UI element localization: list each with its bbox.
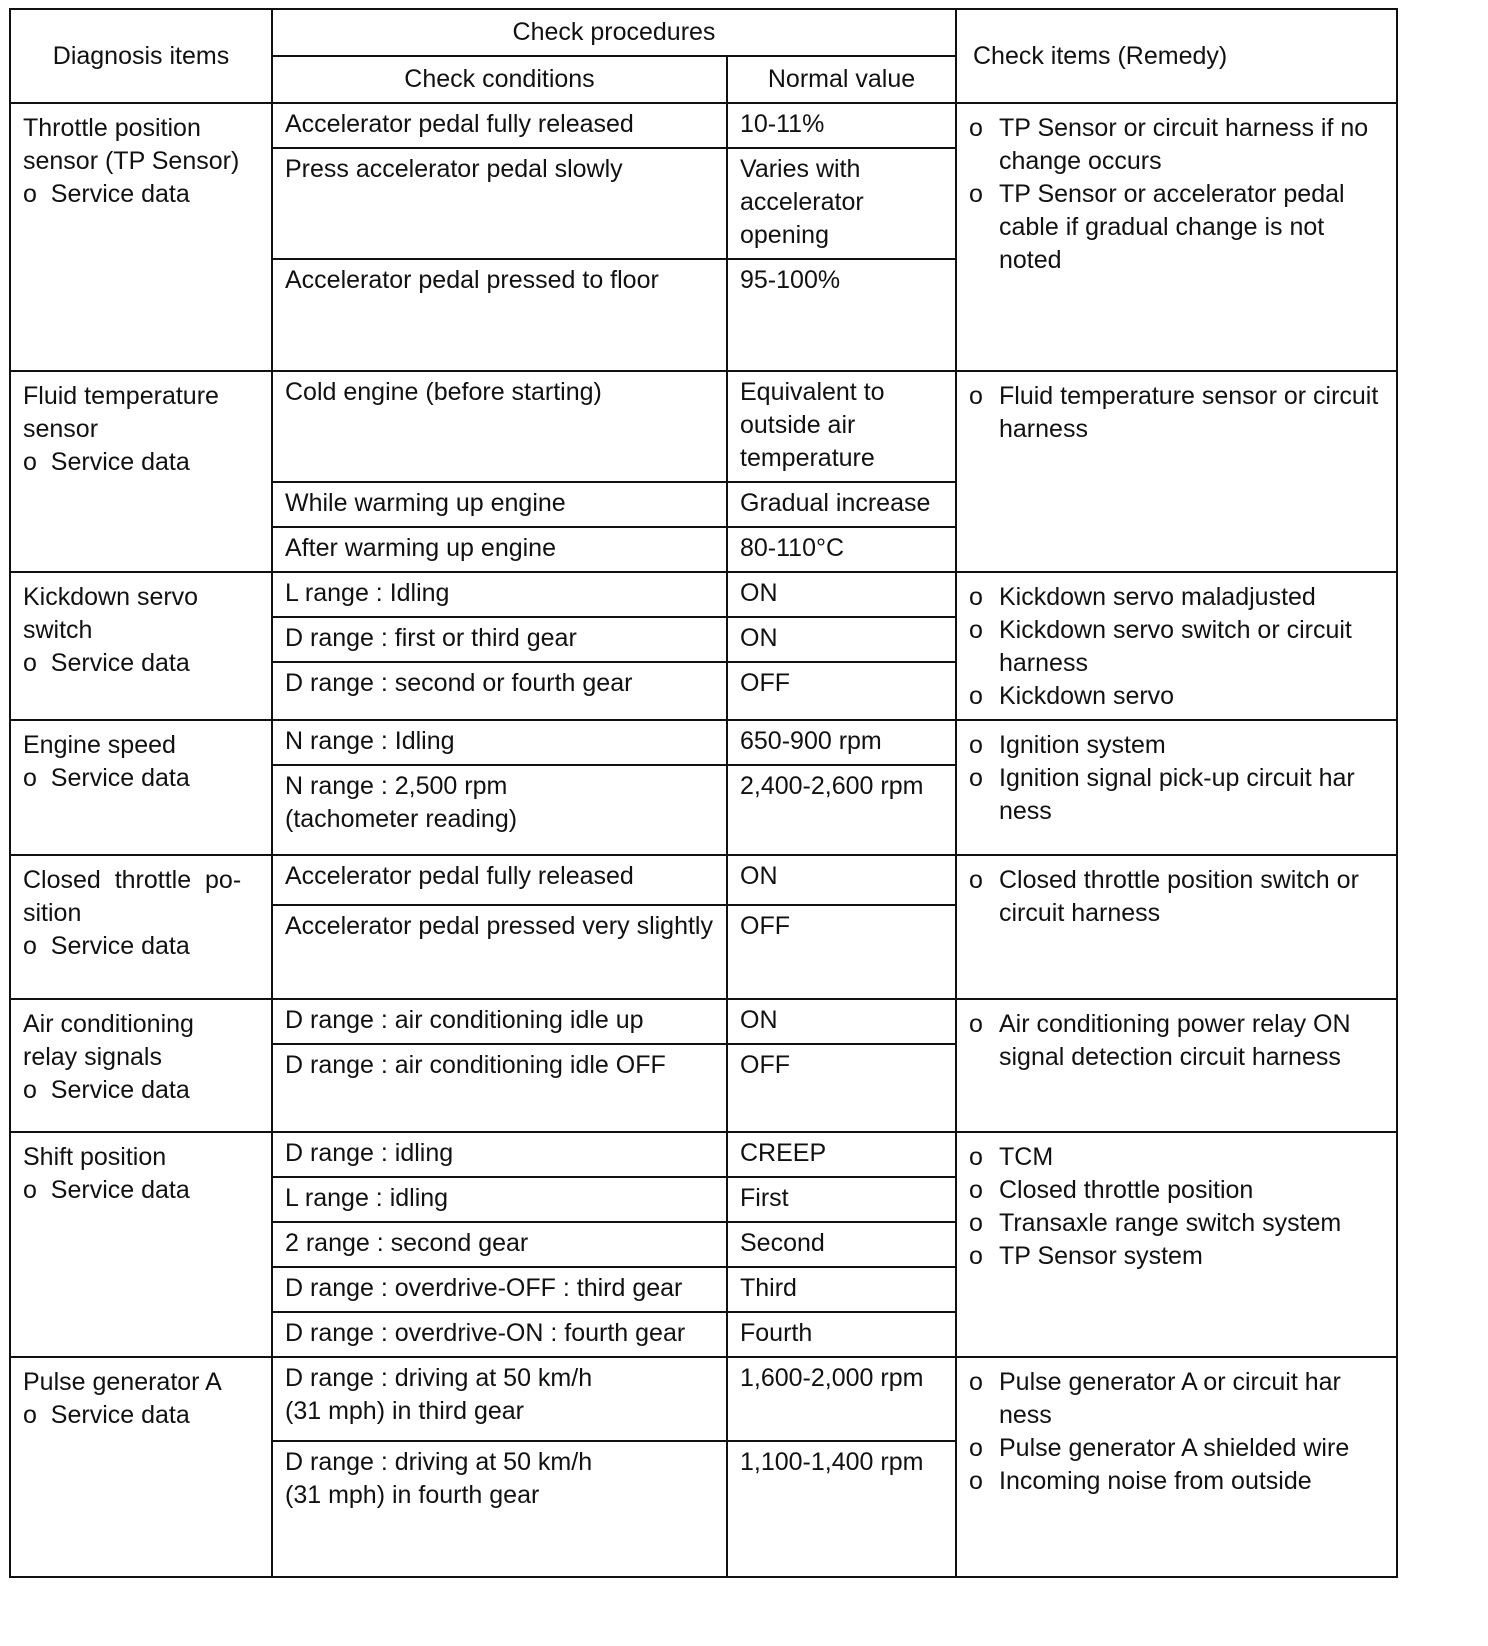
normal-value-cell: 650-900 rpm [727,720,956,765]
normal-value-cell: 10-11% [727,103,956,148]
remedy-item [969,1008,1386,1074]
remedy-item [969,380,1386,446]
remedy-text: Closed throttle position switch or circuit harness [999,866,1359,927]
remedy-text: Kickdown servo switch or circuit harness [999,616,1352,677]
bullet-marker: o [969,1143,983,1171]
remedy-text: Ignition signal pick-up circuit har ness [999,764,1355,825]
bullet-marker: o [969,866,983,894]
remedy-item [969,614,1386,680]
diagnosis-item-line: Engine speed [23,731,176,759]
table-row [10,572,1397,617]
diagnosis-item-cell [10,103,272,371]
check-condition-cell: D range : idling [272,1132,727,1177]
diagnosis-item-line: Closed throttle po- [23,866,242,894]
bullet-marker: o [969,1176,983,1204]
check-condition-cell: N range : Idling [272,720,727,765]
remedy-item [969,112,1386,178]
diagnosis-item-line: o Service data [23,649,190,677]
remedy-item [969,1465,1386,1498]
header-check-conditions: Check conditions [272,56,727,103]
remedy-text: Kickdown servo [999,682,1175,710]
diagnosis-item-line: switch [23,616,93,644]
normal-value-cell: OFF [727,662,956,720]
check-condition-cell: D range : overdrive-ON : fourth gear [272,1312,727,1357]
table-row [10,103,1397,148]
remedy-text: Ignition system [999,731,1166,759]
remedy-text: TP Sensor or circuit harness if no change occurs [999,114,1369,175]
remedy-text: TCM [999,1143,1054,1171]
header-normal-value: Normal value [727,56,956,103]
check-condition-cell: 2 range : second gear [272,1222,727,1267]
diagnosis-item-line: Air conditioning [23,1010,194,1038]
diagnosis-item-line: o Service data [23,764,190,792]
diagnosis-item-line: o Service data [23,1176,190,1204]
remedy-cell [956,1132,1397,1357]
table-row [10,855,1397,905]
remedy-item [969,178,1386,277]
check-condition-cell: After warming up engine [272,527,727,572]
remedy-item [969,729,1386,762]
diagnosis-table-page [9,8,1398,1578]
remedy-item [969,1240,1386,1273]
bullet-marker: o [969,1242,983,1270]
remedy-cell [956,1357,1397,1577]
normal-value-cell: First [727,1177,956,1222]
remedy-text: Kickdown servo maladjusted [999,583,1316,611]
remedy-cell [956,371,1397,572]
bullet-marker: o [969,1209,983,1237]
normal-value-cell: ON [727,617,956,662]
diagnosis-item-line: Fluid temperature [23,382,219,410]
check-condition-cell: Accelerator pedal pressed very slightly [272,905,727,999]
remedy-item [969,581,1386,614]
check-condition-cell: D range : second or fourth gear [272,662,727,720]
check-condition-cell: D range : overdrive-OFF : third gear [272,1267,727,1312]
bullet-marker: o [969,1368,983,1396]
bullet-marker: o [969,1434,983,1462]
diagnosis-item-line: Shift position [23,1143,167,1171]
bullet-marker: o [969,731,983,759]
check-condition-cell: While warming up engine [272,482,727,527]
diagnosis-item-cell [10,1357,272,1577]
normal-value-cell: Fourth [727,1312,956,1357]
check-condition-cell: D range : air conditioning idle up [272,999,727,1044]
bullet-marker: o [969,180,983,208]
bullet-marker: o [969,382,983,410]
normal-value-cell: 2,400-2,600 rpm [727,765,956,855]
remedy-item [969,1207,1386,1240]
normal-value-cell: Second [727,1222,956,1267]
check-condition-cell: D range : driving at 50 km/h (31 mph) in third gear [272,1357,727,1441]
remedy-item [969,762,1386,828]
remedy-cell [956,855,1397,999]
normal-value-cell: Gradual increase [727,482,956,527]
normal-value-cell: 1,600-2,000 rpm [727,1357,956,1441]
bullet-marker: o [969,682,983,710]
normal-value-cell: CREEP [727,1132,956,1177]
check-condition-cell: Accelerator pedal fully released [272,855,727,905]
check-condition-cell: Accelerator pedal fully released [272,103,727,148]
remedy-text: Incoming noise from outside [999,1467,1312,1495]
bullet-marker: o [969,1010,983,1038]
diagnosis-item-cell [10,999,272,1132]
remedy-text: Pulse generator A shielded wire [999,1434,1350,1462]
remedy-cell [956,720,1397,855]
remedy-item [969,1174,1386,1207]
normal-value-cell: OFF [727,905,956,999]
bullet-marker: o [969,616,983,644]
check-condition-cell: Accelerator pedal pressed to floor [272,259,727,371]
normal-value-cell: 1,100-1,400 rpm [727,1441,956,1577]
bullet-marker: o [969,114,983,142]
diagnosis-item-line: sensor (TP Sensor) [23,147,240,175]
table-row [10,371,1397,482]
check-condition-cell: N range : 2,500 rpm (tachometer reading) [272,765,727,855]
bullet-marker: o [969,1467,983,1495]
normal-value-cell: ON [727,855,956,905]
check-condition-cell: L range : Idling [272,572,727,617]
diagnosis-item-line: Throttle position [23,114,201,142]
table-row [10,720,1397,765]
header-check-items: Check items (Remedy) [956,9,1397,103]
diagnosis-item-line: Pulse generator A [23,1368,222,1396]
remedy-text: Closed throttle position [999,1176,1254,1204]
normal-value-cell: Third [727,1267,956,1312]
remedy-item [969,1366,1386,1432]
table-row [10,999,1397,1044]
remedy-text: Fluid temperature sensor or circuit harness [999,382,1379,443]
normal-value-cell: ON [727,572,956,617]
diagnosis-item-line: relay signals [23,1043,162,1071]
normal-value-cell: Varies with accelerator opening [727,148,956,259]
diagnosis-item-line: o Service data [23,932,190,960]
diagnosis-item-line: o Service data [23,1076,190,1104]
diagnosis-item-line: o Service data [23,1401,190,1429]
header-diagnosis-items: Diagnosis items [10,9,272,103]
remedy-text: TP Sensor or accelerator pedal cable if gradual change is not noted [999,180,1345,274]
remedy-text: TP Sensor system [999,1242,1203,1270]
diagnosis-item-line: Kickdown servo [23,583,199,611]
table-row [10,1132,1397,1177]
check-condition-cell: Press accelerator pedal slowly [272,148,727,259]
check-condition-cell: Cold engine (before starting) [272,371,727,482]
remedy-cell [956,999,1397,1132]
check-condition-cell: D range : first or third gear [272,617,727,662]
diagnosis-item-cell [10,1132,272,1357]
remedy-item [969,864,1386,930]
remedy-item [969,1432,1386,1465]
remedy-text: Pulse generator A or circuit har ness [999,1368,1341,1429]
header-check-procedures: Check procedures [272,9,956,56]
diagnosis-item-cell [10,855,272,999]
diagnosis-item-line: sensor [23,415,99,443]
normal-value-cell: 95-100% [727,259,956,371]
diagnosis-item-cell [10,720,272,855]
table-body [10,103,1397,1577]
diagnosis-item-cell [10,572,272,720]
remedy-cell [956,572,1397,720]
check-condition-cell: L range : idling [272,1177,727,1222]
diagnosis-item-line: o Service data [23,448,190,476]
remedy-item [969,1141,1386,1174]
diagnosis-item-line: o Service data [23,180,190,208]
normal-value-cell: OFF [727,1044,956,1132]
normal-value-cell: 80-110°C [727,527,956,572]
table-row [10,1357,1397,1441]
bullet-marker: o [969,764,983,792]
normal-value-cell: ON [727,999,956,1044]
remedy-text: Air conditioning power relay ON signal detection circuit harness [999,1010,1351,1071]
check-condition-cell: D range : driving at 50 km/h (31 mph) in fourth gear [272,1441,727,1577]
remedy-item [969,680,1386,713]
normal-value-cell: Equivalent to outside air temperature [727,371,956,482]
check-condition-cell: D range : air conditioning idle OFF [272,1044,727,1132]
remedy-cell [956,103,1397,371]
remedy-text: Transaxle range switch system [999,1209,1342,1237]
diagnosis-table [9,8,1398,1578]
diagnosis-item-line: sition [23,899,82,927]
bullet-marker: o [969,583,983,611]
diagnosis-item-cell [10,371,272,572]
